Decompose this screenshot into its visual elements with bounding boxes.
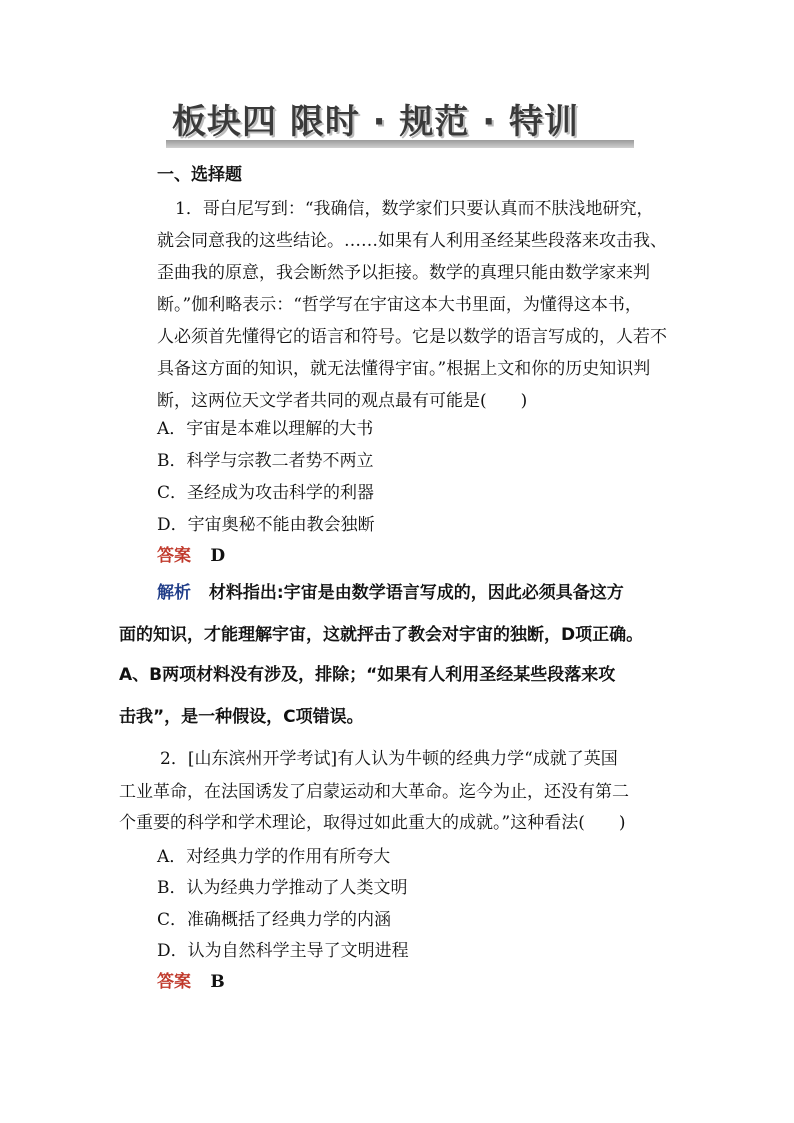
q1-analysis-line-4: 击我”，是一种假设，C项错误。 [119,707,364,727]
q1-line-7: 断，这两位天文学者共同的观点最有可能是( ) [157,391,528,411]
q1-answer-label: 答案 [157,546,191,566]
q2-line-2: 工业革命，在法国诱发了启蒙运动和大革命。迄今为止，还没有第二 [119,782,629,802]
q1-answer-value: D [210,546,226,566]
q1-answer-row [157,541,225,566]
q1-option-c: C．圣经成为攻击科学的利器 [157,483,375,503]
q2-line-3: 个重要的科学和学术理论，取得过如此重大的成就。”这种看法( ) [119,813,626,833]
q1-analysis-label: 解析 [157,583,191,603]
q1-line-4: 断。”伽利略表示：“哲学写在宇宙这本大书里面，为懂得这本书， [157,295,642,315]
q1-line-5: 人必须首先懂得它的语言和符号。它是以数学的语言写成的，人若不 [157,327,667,347]
q1-analysis-line-2: 面的知识，才能理解宇宙，这就抨击了教会对宇宙的独断，D项正确。 [119,625,644,645]
banner-title: 板块四 限时 · 规范 · 特训 [172,102,580,142]
q2-line-1: 2．[山东滨州开学考试]有人认为牛顿的经典力学“成就了英国 [160,749,618,769]
q1-analysis-text-1: 材料指出:宇宙是由数学语言写成的，因此必须具备这方 [208,583,624,603]
banner [160,90,634,152]
q1-option-a: A．宇宙是本难以理解的大书 [157,419,374,439]
q2-option-c: C．准确概括了经典力学的内涵 [157,910,392,930]
q2-answer-value: B [210,972,225,992]
q2-option-a: A．对经典力学的作用有所夸大 [157,847,391,867]
q1-analysis-line-3: A、B两项材料没有涉及，排除；“如果有人利用圣经某些段落来攻 [119,665,616,685]
q1-option-d: D．宇宙奥秘不能由教会独断 [157,515,375,535]
q2-answer-label: 答案 [157,972,191,992]
q1-option-b: B．科学与宗教二者势不两立 [157,451,374,471]
q1-line-3: 歪曲我的原意，我会断然予以拒接。数学的真理只能由数学家来判 [157,263,650,283]
q2-answer-row [157,967,225,992]
q2-option-b: B．认为经典力学推动了人类文明 [157,878,408,898]
q1-analysis-line-1 [157,578,624,603]
q1-line-6: 具备这方面的知识，就无法懂得宇宙。”根据上文和你的历史知识判 [157,359,651,379]
q2-option-d: D．认为自然科学主导了文明进程 [157,941,409,961]
section-title: 一、选择题 [157,165,242,185]
q1-line-2: 就会同意我的这些结论。……如果有人利用圣经某些段落来攻击我、 [157,231,667,251]
q1-line-1: 1．哥白尼写到：“我确信，数学家们只要认真而不肤浅地研究， [175,199,654,219]
